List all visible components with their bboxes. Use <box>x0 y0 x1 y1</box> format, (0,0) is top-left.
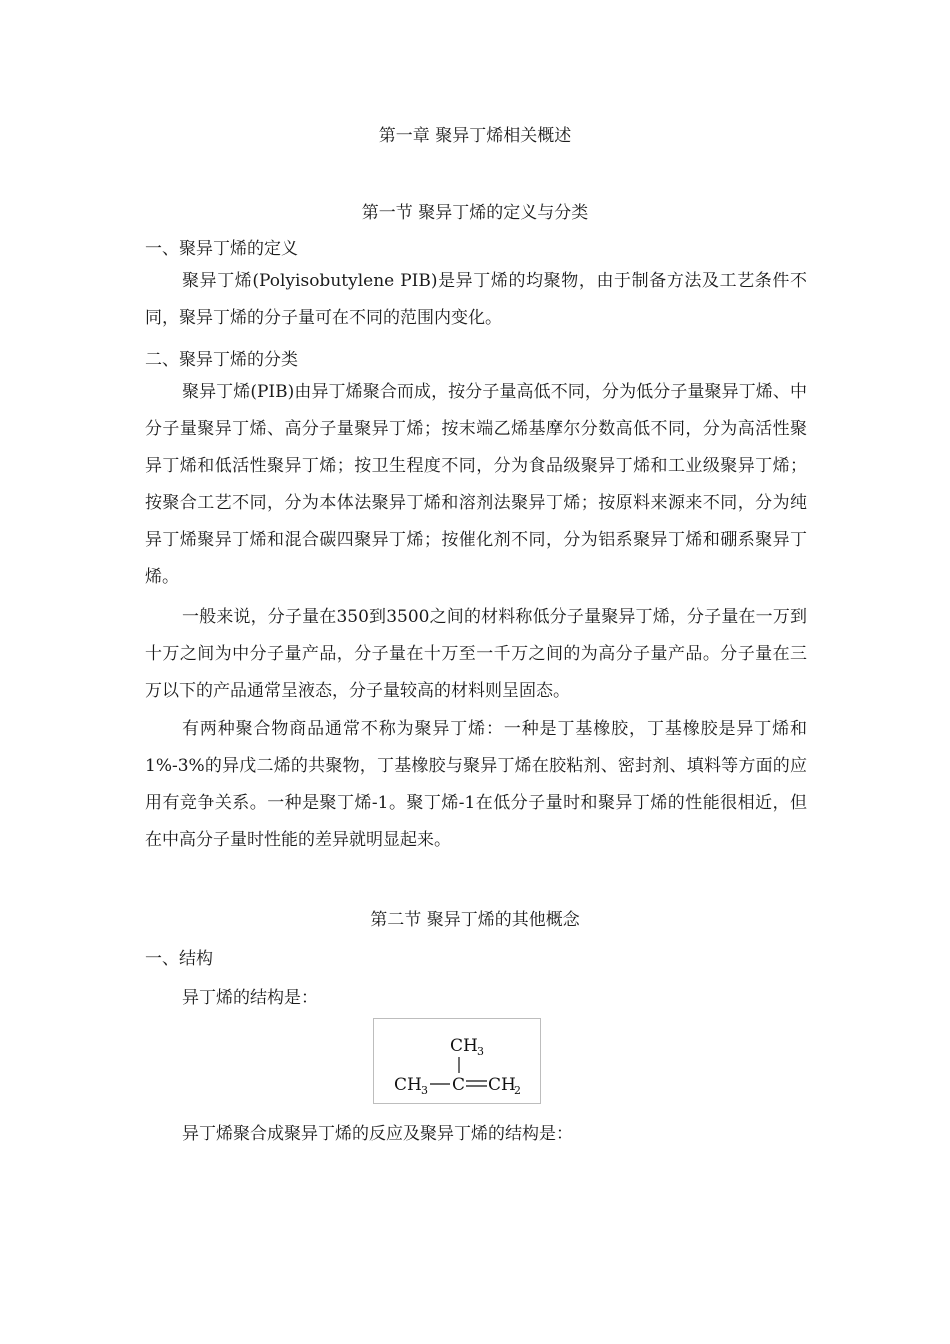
formula-top-sub: 3 <box>477 1045 484 1058</box>
formula-right-sub: 2 <box>514 1084 521 1097</box>
section-2-title: 第二节 聚异丁烯的其他概念 <box>370 910 580 930</box>
structure-heading: 一、结构 <box>145 949 213 969</box>
classification-paragraph: 聚异丁烯(PIB)由异丁烯聚合而成，按分子量高低不同，分为低分子量聚异丁烯、中分子量聚异丁烯、高分子量聚异丁烯；按末端乙烯基摩尔分数高低不同，分为高活性聚异丁烯和低活性聚异丁烯；按卫生程度不同，分为食品级聚异丁烯和工业级聚异丁烯；按聚合工艺不同，分为本体法聚异丁烯和溶剂法聚异丁烯；按原料来源来不同，分为纯异丁烯聚异丁烯和混合碳四聚异丁烯；按催化剂不同，分为铝系聚异丁烯和硼系聚异丁烯。 <box>145 382 807 587</box>
formula-left-group: CH <box>394 1075 422 1095</box>
classification-heading: 二、聚异丁烯的分类 <box>145 350 298 370</box>
formula-right-group: CH <box>488 1075 516 1095</box>
other-polymers-paragraph: 有两种聚合物商品通常不称为聚异丁烯：一种是丁基橡胶，丁基橡胶是异丁烯和1%-3%的异戊二烯的共聚物，丁基橡胶与聚异丁烯在胶粘剂、密封剂、填料等方面的应用有竞争关系。一种是聚丁烯-1。聚丁烯-1在低分子量时和聚异丁烯的性能很相近，但在中高分子量时性能的差异就明显起来。 <box>145 719 807 850</box>
formula-drawing <box>374 1019 540 1103</box>
formula-left-sub: 3 <box>421 1084 428 1097</box>
section-1-title: 第一节 聚异丁烯的定义与分类 <box>361 203 589 223</box>
chapter-title: 第一章 聚异丁烯相关概述 <box>378 126 572 146</box>
definition-heading: 一、聚异丁烯的定义 <box>145 239 298 259</box>
isobutylene-structure-formula <box>373 1018 541 1104</box>
reaction-intro: 异丁烯聚合成聚异丁烯的反应及聚异丁烯的结构是： <box>182 1124 573 1144</box>
formula-center-atom: C <box>452 1075 466 1095</box>
definition-paragraph: 聚异丁烯(Polyisobutylene PIB)是异丁烯的均聚物，由于制备方法及工艺条件不同，聚异丁烯的分子量可在不同的范围内变化。 <box>145 271 807 328</box>
molecular-weight-paragraph: 一般来说，分子量在350到3500之间的材料称低分子量聚异丁烯，分子量在一万到十万之间为中分子量产品，分子量在十万至一千万之间的为高分子量产品。分子量在三万以下的产品通常呈液态，分子量较高的材料则呈固态。 <box>145 607 807 701</box>
formula-top-group: CH <box>450 1036 478 1056</box>
structure-intro: 异丁烯的结构是： <box>182 988 318 1008</box>
